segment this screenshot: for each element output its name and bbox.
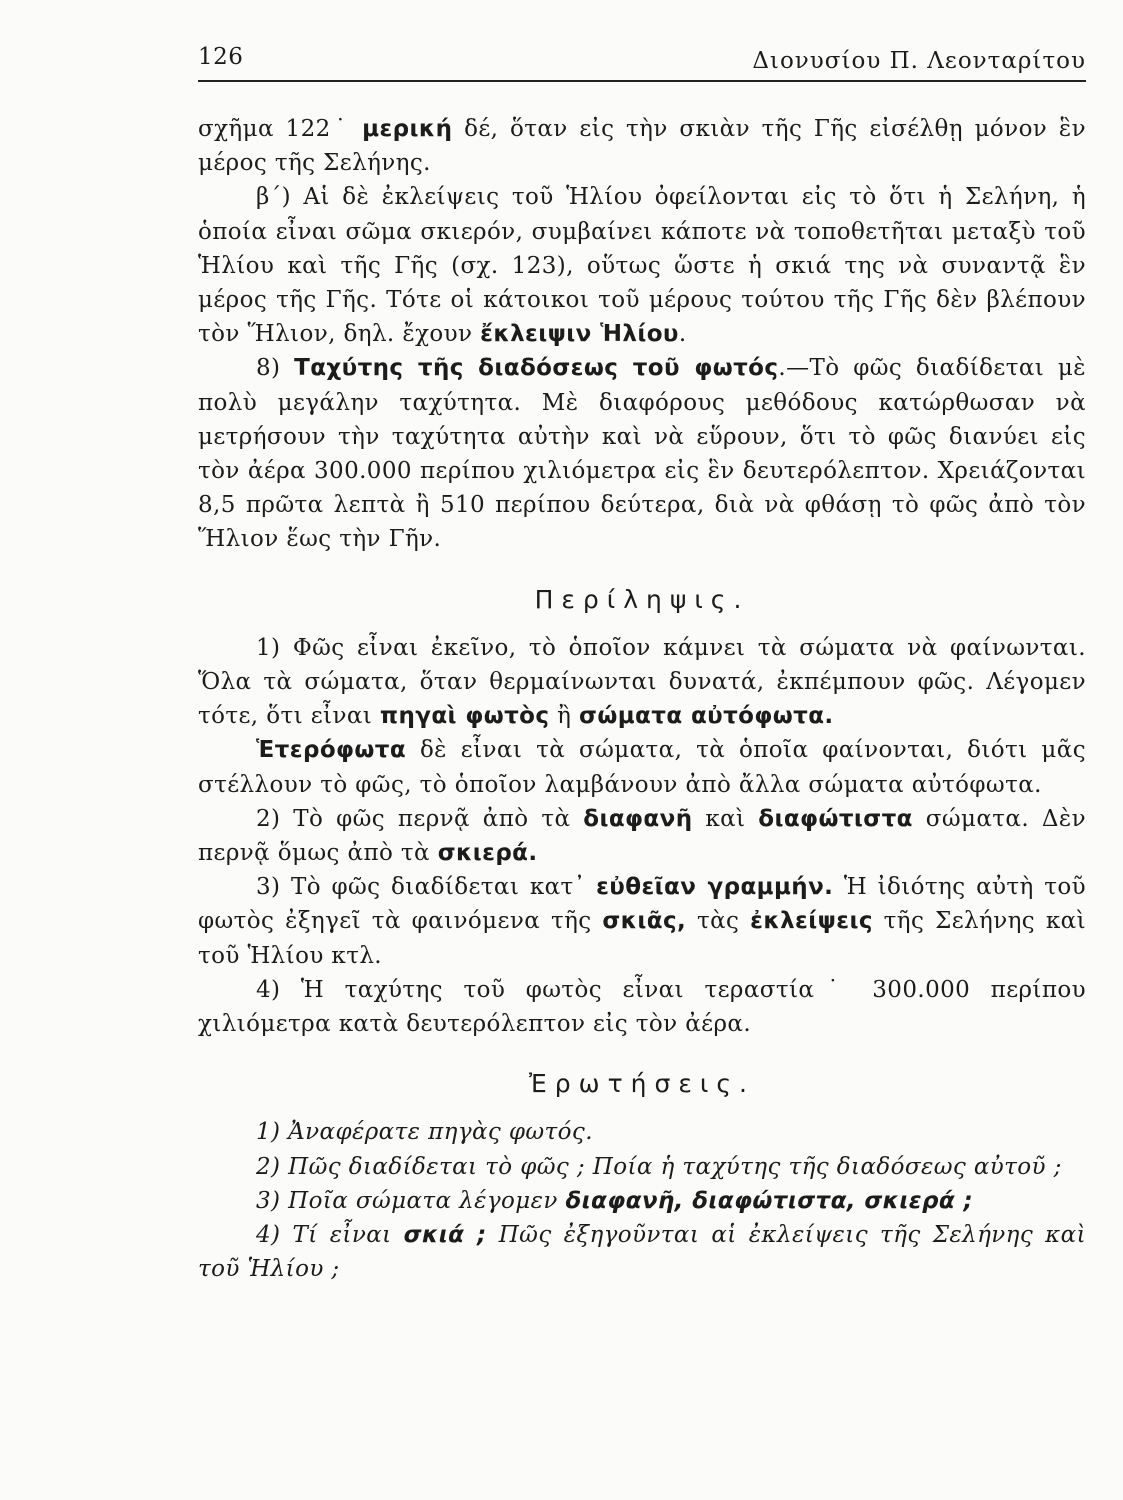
- text-run: 2) Τὸ φῶς περνᾷ ἀπὸ τὰ: [256, 805, 584, 832]
- text-run: καὶ: [692, 805, 759, 832]
- bold-term: Ἑτερόφωτα: [256, 737, 407, 764]
- bold-term: διαφανῆ, διαφώτιστα, σκιερά ;: [565, 1187, 974, 1214]
- page-number: 126: [198, 44, 244, 70]
- bold-term: διαφανῆ: [583, 805, 693, 832]
- page-header: [198, 44, 1086, 82]
- bold-term: εὐθεῖαν γραμμήν.: [596, 874, 834, 901]
- paragraph-solar-eclipse: [198, 180, 1086, 351]
- bold-term: πηγαὶ φωτὸς: [379, 703, 550, 730]
- bold-term: διαφώτιστα: [758, 805, 913, 832]
- section-title-inline: Ταχύτης τῆς διαδόσεως τοῦ φωτός: [294, 355, 779, 382]
- questions-heading: Ἐρωτήσεις.: [529, 1069, 755, 1099]
- bold-term: μερική: [362, 116, 453, 142]
- bold-term: σκιά ;: [403, 1222, 487, 1249]
- text-run: 8): [256, 355, 295, 382]
- text-run: Ἡ ἰδιότης αὐτὴ τοῦ φωτὸς ἐξηγεῖ τὰ φαινόμενα τῆς: [198, 874, 1086, 935]
- question-item: [198, 1218, 1086, 1286]
- summary-item: [198, 973, 1086, 1041]
- text-run: 2) Πῶς διαδίδεται τὸ φῶς ; Ποία ἡ ταχύτης τῆς διαδόσεως αὐτοῦ ;: [256, 1153, 1062, 1180]
- summary-item: [198, 733, 1086, 801]
- text-run: 1) Φῶς εἶναι ἐκεῖνο, τὸ ὁποῖον κάμνει τὰ σώματα νὰ φαίνωνται. Ὅλα τὰ σώματα, ὅταν θερμαίνωνται δυνατά, ἐκπέμπουν φῶς. Λέγομεν τότε, ὅτι εἶναι: [198, 634, 1086, 730]
- text-run: δέ, ὅταν εἰς τὴν σκιὰν τῆς Γῆς εἰσέλθῃ μόνον ἓν μέρος τῆς Σελήνης.: [198, 116, 1086, 177]
- text-run: τῆς Σελήνης καὶ τοῦ Ἡλίου κτλ.: [198, 908, 1086, 969]
- summary-heading: Περίληψις.: [534, 584, 750, 614]
- text-run: 4) Τί εἶναι: [256, 1222, 404, 1249]
- bold-term: ἔκλειψιν Ἡλίου: [480, 321, 679, 348]
- text-run: 4) Ἡ ταχύτης τοῦ φωτὸς εἶναι τεραστία˙ 300.000 περίπου χιλιόμετρα κατὰ δευτερόλεπτον εἰς τὸν ἀέρα.: [198, 976, 1086, 1038]
- bold-term: σκιᾶς,: [602, 908, 687, 935]
- paragraph-continued: [198, 112, 1086, 180]
- text-run: .: [678, 321, 687, 348]
- text-run: Πῶς ἐξηγοῦνται αἱ ἐκλείψεις τῆς Σελήνης καὶ τοῦ Ἡλίου ;: [198, 1222, 1087, 1283]
- text-run: ἢ: [549, 703, 580, 730]
- text-run: σχῆμα 122˙: [198, 116, 363, 142]
- bold-term: σώματα αὐτόφωτα.: [579, 703, 834, 730]
- bold-term: ἐκλείψεις: [750, 908, 873, 935]
- text-run: 3) Τὸ φῶς διαδίδεται κατ᾽: [256, 874, 597, 901]
- summary-item: [198, 631, 1086, 734]
- summary-item: [198, 802, 1086, 870]
- question-item: [198, 1115, 1086, 1149]
- text-run: 1) Ἀναφέρατε πηγὰς φωτός.: [256, 1119, 593, 1146]
- summary-item: [198, 870, 1086, 973]
- running-title: Διονυσίου Π. Λεονταρίτου: [752, 48, 1086, 74]
- text-run: 3) Ποῖα σώματα λέγομεν: [256, 1187, 566, 1214]
- text-run: .—Τὸ φῶς διαδίδεται μὲ πολὺ μεγάλην ταχύτητα. Μὲ διαφόρους μεθόδους κατώρθωσαν νὰ μετρήσουν τὴν ταχύτητα αὐτὴν καὶ νὰ εὕρουν, ὅτι τὸ φῶς διανύει εἰς τὸν ἀέρα 300.000 περίπου χιλιόμετρα εἰς ἓν δευτερόλεπτον. Χρειάζονται 8,5 πρῶτα λεπτὰ ἢ 510 περίπου δεύτερα, διὰ νὰ φθάσῃ τὸ φῶς ἀπὸ τὸν Ἥλιον ἕως τὴν Γῆν.: [198, 355, 1086, 553]
- paragraph-speed-of-light: [198, 351, 1086, 556]
- question-item: [198, 1184, 1086, 1218]
- question-item: [198, 1150, 1086, 1184]
- bold-term: σκιερά.: [437, 840, 538, 867]
- text-run: τὰς: [686, 908, 751, 935]
- page-body: [198, 112, 1086, 1287]
- text-run: β΄) Αἱ δὲ ἐκλείψεις τοῦ Ἡλίου ὀφείλονται εἰς τὸ ὅτι ἡ Σελήνη, ἡ ὁποία εἶναι σῶμα σκιερόν, συμβαίνει κάποτε νὰ τοποθετῆται μεταξὺ τοῦ Ἡλίου καὶ τῆς Γῆς (σχ. 123), οὕτως ὥστε ἡ σκιά της νὰ συναντᾷ ἓν μέρος τῆς Γῆς. Τότε οἱ κάτοικοι τοῦ μέρους τούτου τῆς Γῆς δὲν βλέπουν τὸν Ἥλιον, δηλ. ἔχουν: [198, 184, 1086, 348]
- text-run: σώματα. Δὲν περνᾷ ὅμως ἀπὸ τὰ: [198, 805, 1087, 867]
- text-run: δὲ εἶναι τὰ σώματα, τὰ ὁποῖα φαίνονται, διότι μᾶς στέλλουν τὸ φῶς, τὸ ὁποῖον λαμβάνουν ἀπὸ ἄλλα σώματα αὐτόφωτα.: [198, 737, 1086, 798]
